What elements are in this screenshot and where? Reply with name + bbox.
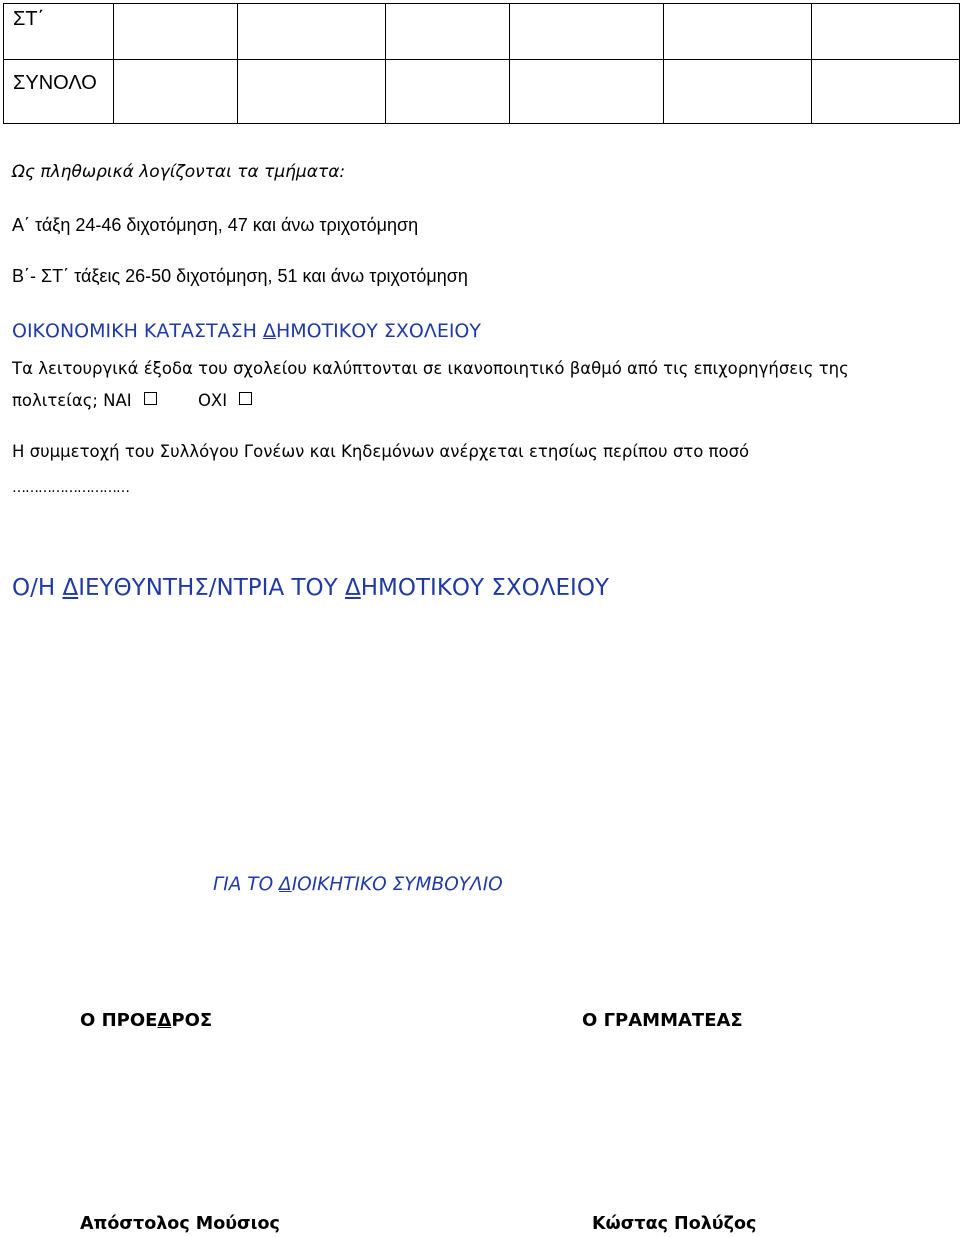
board-title: [213, 874, 503, 895]
finance-heading: [12, 320, 481, 342]
director-part1: Ο/Η: [12, 575, 63, 601]
table-cell: [237, 60, 385, 124]
table-row: [4, 60, 960, 124]
parents-contribution: Η συμμετοχή του Συλλόγου Γονέων και Κηδεμόνων ανέρχεται ετησίως περίπου στο ποσό: [12, 442, 750, 461]
finance-heading-suffix: ΗΜΟΤΙΚΟΥ ΣΧΟΛΕΙΟΥ: [275, 320, 481, 342]
board-part2: Δ: [279, 874, 292, 895]
table-row: [4, 4, 960, 60]
director-part3: ΙΕΥΘΥΝΤΗΣ/ΝΤΡΙΑ ΤΟΥ: [78, 575, 346, 601]
class-table: [3, 3, 960, 124]
board-part1: ΓΙΑ ΤΟ: [213, 874, 280, 895]
director-part2: Δ: [62, 575, 79, 601]
director-title: [12, 575, 609, 601]
finance-question-line2: [12, 391, 252, 410]
table-cell: [237, 4, 385, 60]
no-label: ΟΧΙ: [197, 391, 228, 410]
table-cell: [385, 4, 510, 60]
president-role: [80, 1010, 212, 1031]
director-part4: Δ: [345, 575, 361, 601]
president-role-b: Δ: [157, 1010, 172, 1031]
yes-checkbox[interactable]: [144, 392, 157, 405]
crowded-title: Ως πληθωρικά λογίζονται τα τμήματα:: [12, 162, 346, 182]
question-text: πολιτείας; ΝΑΙ: [12, 391, 132, 410]
table-cell: [510, 4, 664, 60]
row-label-st: ΣΤ΄: [4, 4, 114, 60]
president-name: Απόστολος Μούσιος: [80, 1214, 280, 1234]
table-cell: [812, 4, 960, 60]
row-label-total: ΣΥΝΟΛΟ: [4, 60, 114, 124]
table-cell: [113, 60, 237, 124]
secretary-name: Κώστας Πολύζος: [592, 1214, 757, 1234]
amount-placeholder: ………………………: [12, 480, 129, 496]
table-cell: [664, 4, 812, 60]
rule-a: Α΄ τάξη 24-46 διχοτόμηση, 47 και άνω τριχοτόμηση: [12, 215, 419, 235]
president-role-a: Ο ΠΡΟΕ: [80, 1010, 158, 1031]
table-cell: [664, 60, 812, 124]
no-checkbox[interactable]: [239, 392, 252, 405]
finance-heading-prefix: ΟΙΚΟΝΟΜΙΚΗ ΚΑΤΑΣΤΑΣΗ: [12, 320, 263, 342]
table-cell: [812, 60, 960, 124]
table-cell: [113, 4, 237, 60]
table-cell: [385, 60, 510, 124]
president-role-c: ΡΟΣ: [171, 1010, 213, 1031]
director-part5: ΗΜΟΤΙΚΟΥ ΣΧΟΛΕΙΟΥ: [360, 575, 609, 601]
finance-question-line1: Τα λειτουργικά έξοδα του σχολείου καλύπτονται σε ικανοποιητικό βαθμό από τις επιχορηγήσεις της: [12, 359, 849, 378]
secretary-role: Ο ΓΡΑΜΜΑΤΕΑΣ: [582, 1010, 743, 1031]
table-cell: [510, 60, 664, 124]
board-part3: ΙΟΙΚΗΤΙΚΟ ΣΥΜΒΟΥΛΙΟ: [291, 874, 503, 895]
rule-b: Β΄- ΣΤ΄ τάξεις 26-50 διχοτόμηση, 51 και άνω τριχοτόμηση: [12, 266, 468, 286]
finance-heading-underlined: Δ: [262, 320, 276, 342]
